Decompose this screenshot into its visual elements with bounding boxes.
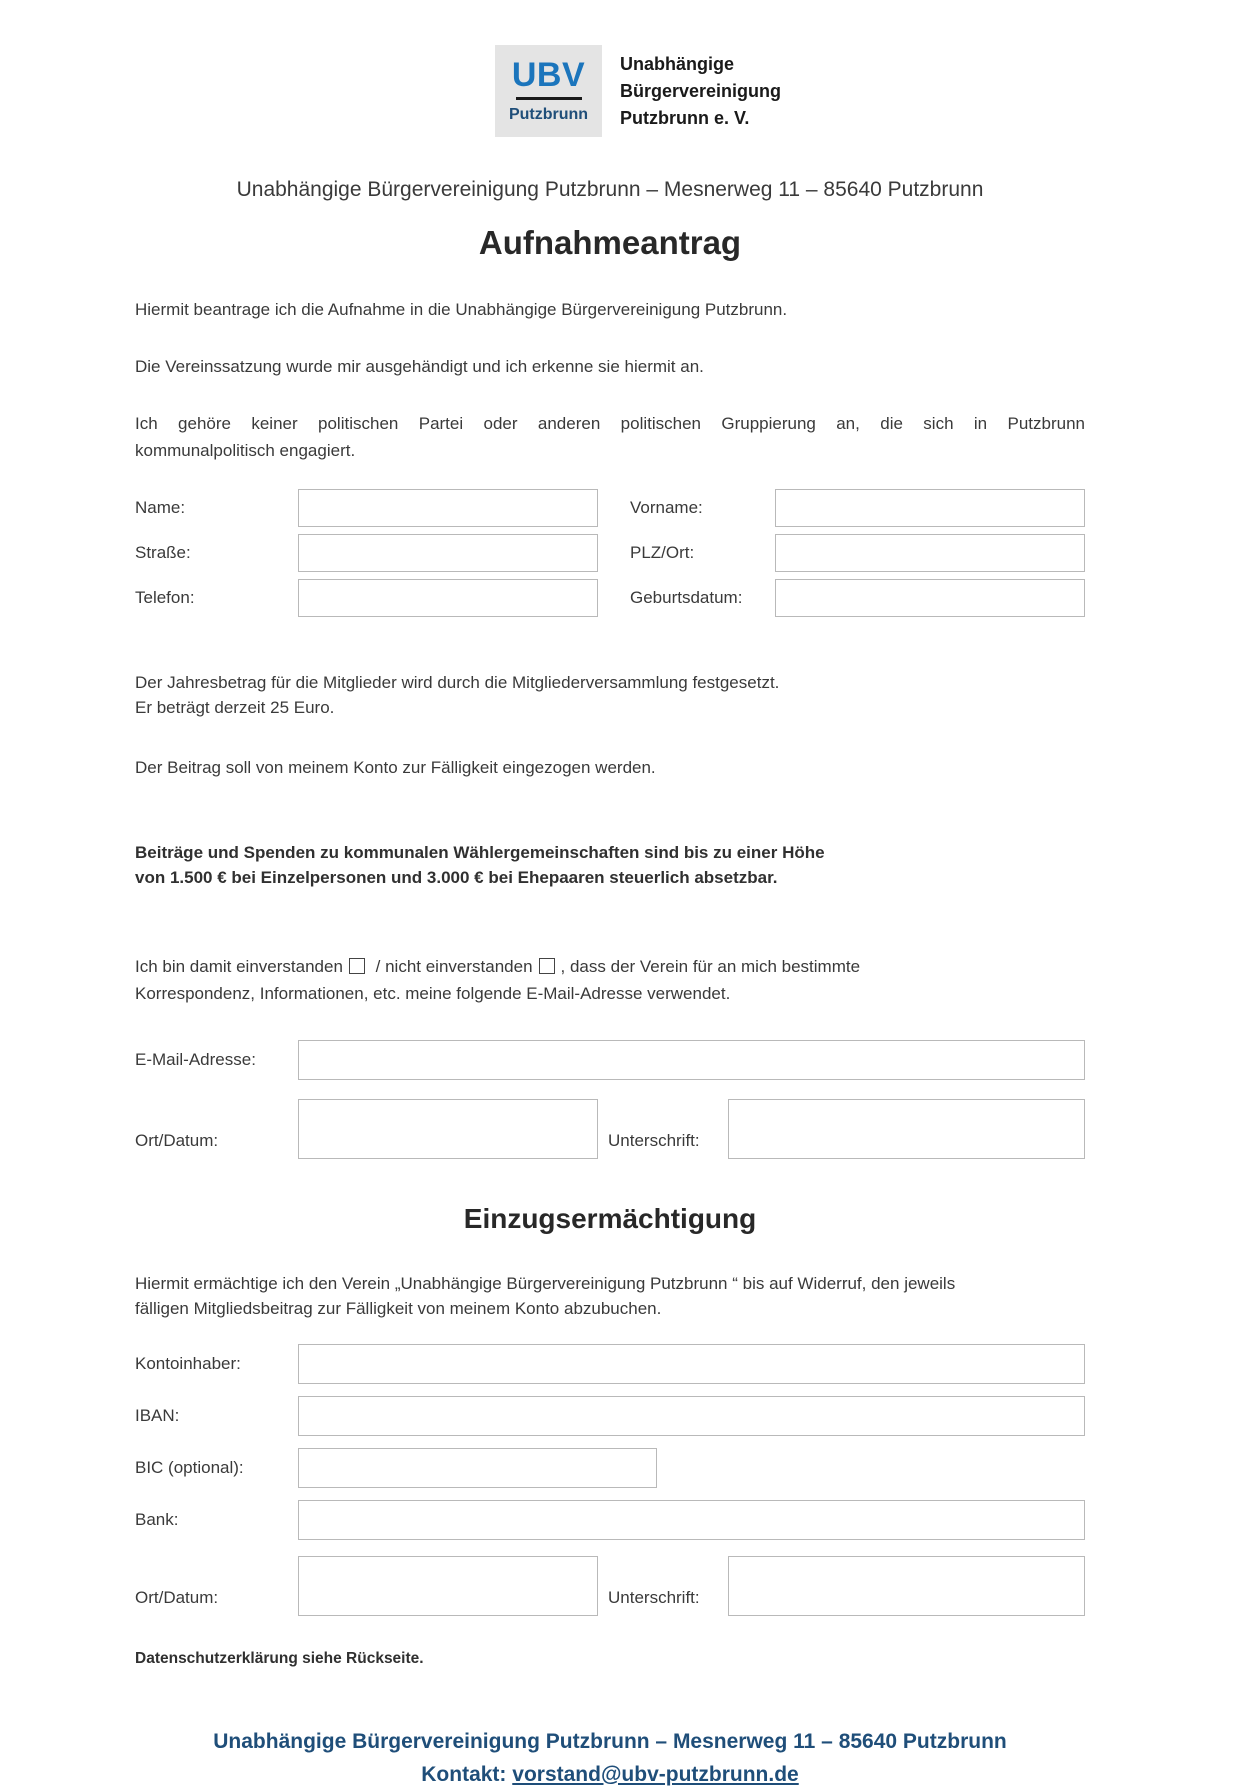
tax-note-line1: Beiträge und Spenden zu kommunalen Wählergemeinschaften sind bis zu einer Höhe (135, 840, 1085, 866)
unterschrift-label: Unterschrift: (608, 1131, 728, 1159)
field-row-bic (135, 1448, 1085, 1488)
geburtsdatum-label: Geburtsdatum: (630, 588, 775, 608)
bic-label: BIC (optional): (135, 1458, 298, 1478)
field-row-strasse (135, 534, 1085, 572)
tax-deduction-note (135, 840, 1085, 891)
telefon-input[interactable] (298, 579, 598, 617)
intro-paragraph-1: Hiermit beantrage ich die Aufnahme in die Unabhängige Bürgervereinigung Putzbrunn. (135, 298, 1085, 323)
plz-ort-label: PLZ/Ort: (630, 543, 775, 563)
email-consent-paragraph (135, 953, 1085, 1008)
ubv-logo-mark (495, 45, 602, 137)
logo-acronym: UBV (512, 58, 585, 92)
consent-agree-text: Ich bin damit einverstanden (135, 957, 343, 976)
signature-row-mandate (135, 1556, 1085, 1616)
strasse-input[interactable] (298, 534, 598, 572)
bank-label: Bank: (135, 1510, 298, 1530)
signature-row-membership (135, 1099, 1085, 1159)
personal-fields (135, 489, 1085, 617)
contact-email-link[interactable]: vorstand@ubv-putzbrunn.de (512, 1763, 798, 1786)
tax-note-line2: von 1.500 € bei Einzelpersonen und 3.000 € bei Ehepaaren steuerlich absetzbar. (135, 865, 1085, 891)
footer-contact (135, 1759, 1085, 1791)
intro-paragraph-2: Die Vereinssatzung wurde mir ausgehändigt und ich erkenne sie hiermit an. (135, 355, 1085, 380)
mandate-unterschrift-input[interactable] (728, 1556, 1085, 1616)
intro-paragraph-3-line1: Ich gehöre keiner politischen Partei oder anderen politischen Gruppierung an, die sich in Putzbrunn (135, 411, 1085, 437)
geburtsdatum-input[interactable] (775, 579, 1085, 617)
iban-label: IBAN: (135, 1406, 298, 1426)
page-title: Aufnahmeantrag (135, 224, 1085, 262)
email-field-row (135, 1040, 1085, 1080)
intro-paragraph-3 (135, 411, 1085, 464)
org-address-header: Unabhängige Bürgervereinigung Putzbrunn – Mesnerweg 11 – 85640 Putzbrunn (135, 178, 1085, 202)
footer-address: Unabhängige Bürgervereinigung Putzbrunn – Mesnerweg 11 – 85640 Putzbrunn (135, 1726, 1085, 1759)
consent-rest-text: , dass der Verein für an mich bestimmte (561, 957, 861, 976)
field-row-bank (135, 1500, 1085, 1540)
consent-disagree-text: / nicht einverstanden (376, 957, 533, 976)
telefon-label: Telefon: (135, 588, 298, 608)
org-logo (495, 45, 1085, 137)
logo-city: Putzbrunn (509, 106, 588, 124)
fee-info-line1: Der Jahresbetrag für die Mitglieder wird durch die Mitgliederversammlung festgesetzt. (135, 671, 1085, 696)
vorname-input[interactable] (775, 489, 1085, 527)
org-name-line: Putzbrunn e. V. (620, 105, 781, 132)
kontoinhaber-label: Kontoinhaber: (135, 1354, 298, 1374)
iban-input[interactable] (298, 1396, 1085, 1436)
fee-info (135, 671, 1085, 720)
kontoinhaber-input[interactable] (298, 1344, 1085, 1384)
email-label: E-Mail-Adresse: (135, 1050, 298, 1070)
email-consent-line1 (135, 953, 1085, 981)
mandate-intro-line1: Hiermit ermächtige ich den Verein „Unabhängige Bürgervereinigung Putzbrunn “ bis auf Widerruf, den jeweils (135, 1271, 1085, 1297)
mandate-ort-datum-input[interactable] (298, 1556, 598, 1616)
org-name-block (620, 45, 781, 137)
org-name-line: Bürgervereinigung (620, 78, 781, 105)
ort-datum-label: Ort/Datum: (135, 1131, 298, 1159)
consent-disagree-checkbox[interactable] (539, 958, 555, 974)
unterschrift-label: Unterschrift: (608, 1588, 728, 1616)
field-row-name (135, 489, 1085, 527)
mandate-intro (135, 1271, 1085, 1322)
bank-input[interactable] (298, 1500, 1085, 1540)
unterschrift-input[interactable] (728, 1099, 1085, 1159)
ort-datum-input[interactable] (298, 1099, 598, 1159)
field-row-kontoinhaber (135, 1344, 1085, 1384)
consent-agree-checkbox[interactable] (349, 958, 365, 974)
privacy-note: Datenschutzerklärung siehe Rückseite. (135, 1650, 1085, 1668)
fee-info-line2: Er beträgt derzeit 25 Euro. (135, 696, 1085, 721)
email-input[interactable] (298, 1040, 1085, 1080)
intro-paragraph-3-line2: kommunalpolitisch engagiert. (135, 438, 1085, 464)
ort-datum-label: Ort/Datum: (135, 1588, 298, 1616)
email-consent-line2: Korrespondenz, Informationen, etc. meine folgende E-Mail-Adresse verwendet. (135, 980, 1085, 1008)
org-name-line: Unabhängige (620, 51, 781, 78)
debit-info: Der Beitrag soll von meinem Konto zur Fälligkeit eingezogen werden. (135, 756, 1085, 781)
field-row-telefon (135, 579, 1085, 617)
mandate-intro-line2: fälligen Mitgliedsbeitrag zur Fälligkeit von meinem Konto abzubuchen. (135, 1296, 1085, 1322)
strasse-label: Straße: (135, 543, 298, 563)
page-footer (135, 1726, 1085, 1791)
field-row-iban (135, 1396, 1085, 1436)
name-input[interactable] (298, 489, 598, 527)
logo-divider (516, 97, 582, 100)
bank-fields (135, 1344, 1085, 1540)
mandate-heading: Einzugsermächtigung (135, 1203, 1085, 1235)
vorname-label: Vorname: (630, 498, 775, 518)
bic-input[interactable] (298, 1448, 657, 1488)
footer-contact-label: Kontakt: (421, 1763, 506, 1786)
name-label: Name: (135, 498, 298, 518)
plz-ort-input[interactable] (775, 534, 1085, 572)
